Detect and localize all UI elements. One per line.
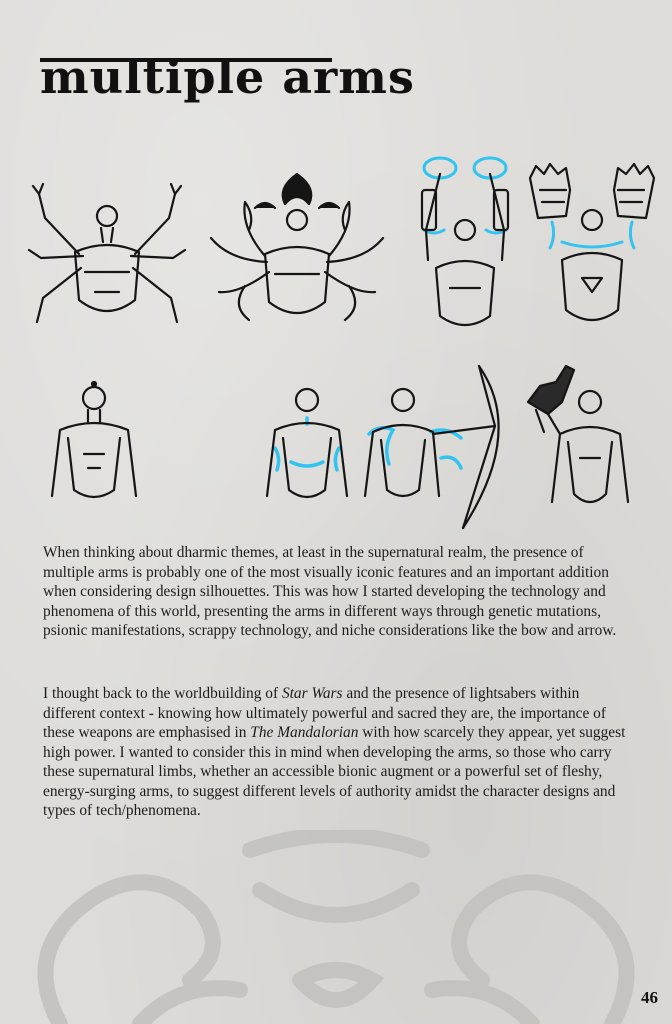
sketch-scrappy-tech-arm-figure (520, 362, 660, 517)
sketch-bow-and-arrow-figure (355, 362, 520, 532)
paragraph-2-text-b: and the presence of lightsabers within different context - knowing how ultimately powerful and sacred they are, the importance of these weapons are emphasised in (43, 685, 606, 741)
sketch-bionic-hands-figure (522, 160, 662, 335)
page-number: 46 (641, 988, 658, 1007)
paragraph-2-text-a: I thought back to the worldbuilding of (43, 685, 282, 702)
sketch-psionic-hands-figure (410, 150, 520, 335)
sketch-energy-glow-figure (255, 378, 360, 508)
body-paragraph-1: When thinking about dharmic themes, at least in the supernatural realm, the presence of multiple arms is probably one of the most visually iconic features and an important addition when considering design silhouettes. This was how I started developing the technology and phenomena of this world, presenting the arms in different ways through genetic mutations, psionic manifestations, scrappy technology, and niche considerations like the bow and arrow. (43, 544, 617, 639)
decorative-swirl-ornament (0, 830, 672, 1024)
sketch-ornate-arms-figure (205, 168, 390, 338)
sketch-six-armed-figure (25, 172, 190, 337)
body-paragraph-2 (43, 684, 633, 821)
sketch-base-figure (38, 378, 148, 508)
the-mandalorian-italic: The Mandalorian (250, 724, 359, 741)
paragraph-2-text-c: with how scarcely they appear, yet suggest high power. I wanted to consider this in mind when developing the arms, so those who carry these supernatural limbs, whether an accessible bionic augment or a powerful set of fleshy, energy-surging arms, to suggest different levels of authority amidst the character designs and types of tech/phenomena. (43, 724, 626, 819)
star-wars-italic: Star Wars (281, 685, 343, 702)
page-title: multiple arms (40, 50, 415, 104)
